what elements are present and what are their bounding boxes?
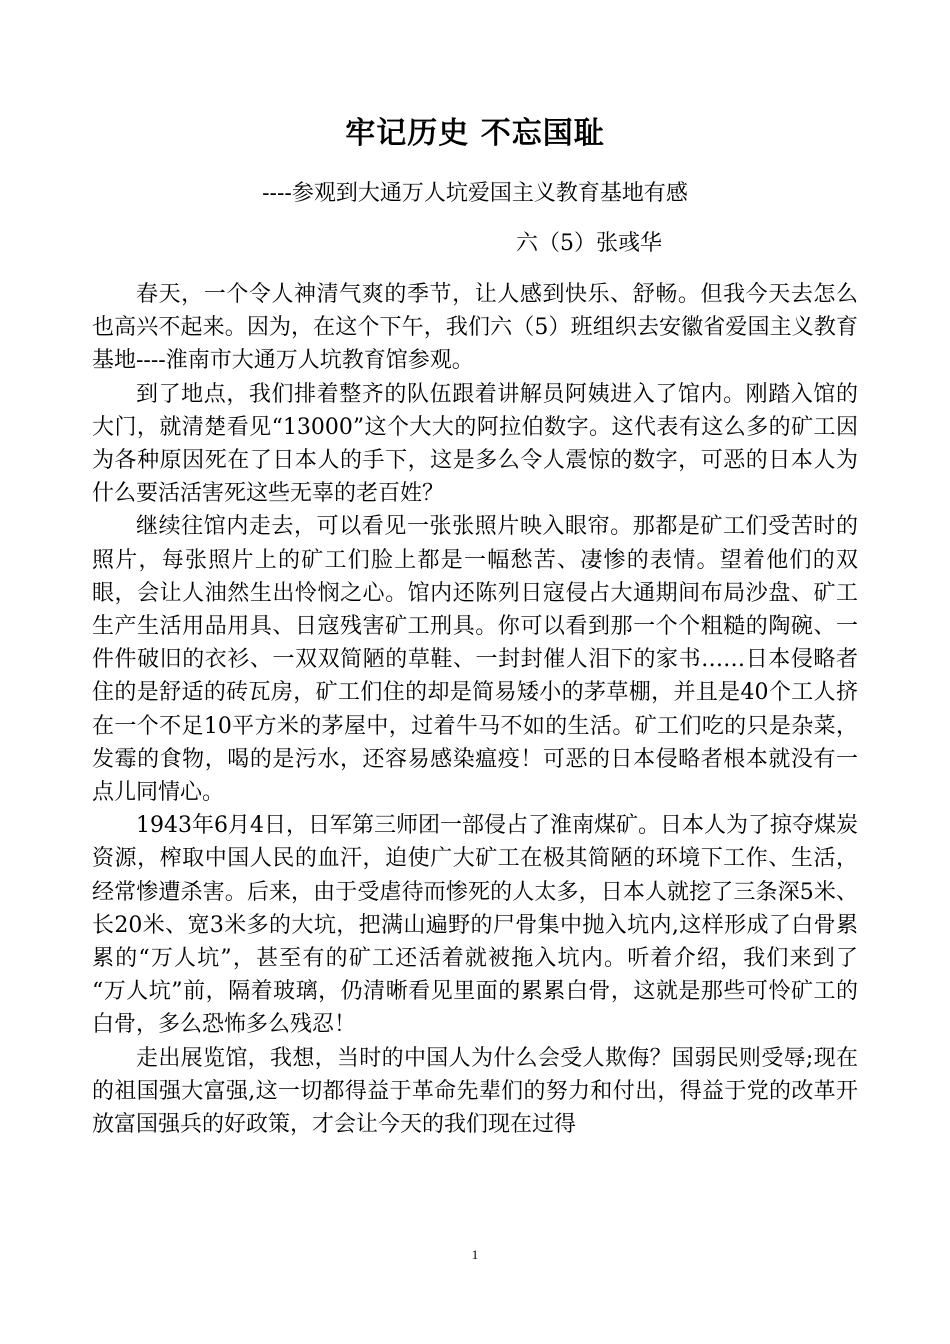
document-subtitle: ----参观到大通万人坑爱国主义教育基地有感	[262, 181, 688, 206]
paragraph-4: 1943年6月4日，日军第三师团一部侵占了淮南煤矿。日本人为了掠夺煤炭资源，榨取中国人民的血汗，迫使广大矿工在极其简陋的环境下工作、生活，经常惨遭杀害。后来，由于受虐待而惨死的人太多，日本人就挖了三条深5米、长20米、宽3米多的大坑，把满山遍野的尸骨集中抛入坑内,这样形成了白骨累累的“万人坑”，甚至有的矿工还活着就被拖入坑内。听着介绍，我们来到了 “万人坑”前，隔着玻璃，仍清晰看见里面的累累白骨，这就是那些可怜矿工的白骨，多么恐怖多么残忍！	[92, 813, 858, 1038]
paragraph-5: 走出展览馆，我想，当时的中国人为什么会受人欺侮？国弱民则受辱;现在的祖国强大富强,这一切都得益于革命先辈们的努力和付出，得益于党的改革开放富国强兵的好政策，才会让今天的我们现在过得	[92, 1045, 858, 1138]
document-title: 牢记历史 不忘国耻	[345, 116, 605, 151]
document-page	[92, 112, 858, 1141]
paragraph-3: 继续往馆内走去，可以看见一张张照片映入眼帘。那都是矿工们受苦时的照片，每张照片上的矿工们脸上都是一幅愁苦、凄惨的表情。望着他们的双眼，会让人油然生出怜悯之心。馆内还陈列日寇侵占大通期间布局沙盘、矿工生产生活用品用具、日寇残害矿工刑具。你可以看到那一个个粗糙的陶碗、一件件破旧的衣衫、一双双简陋的草鞋、一封封催人泪下的家书……日本侵略者住的是舒适的砖瓦房，矿工们住的却是简易矮小的茅草棚，并且是40个工人挤在一个不足10平方米的茅屋中，过着牛马不如的生活。矿工们吃的只是杂菜，发霉的食物，喝的是污水，还容易感染瘟疫！可恶的日本侵略者根本就没有一点儿同情心。	[92, 514, 858, 806]
page-number: 1	[471, 1247, 479, 1262]
paragraph-2: 到了地点，我们排着整齐的队伍跟着讲解员阿姨进入了馆内。刚踏入馆的大门，就清楚看见“13000”这个大大的阿拉伯数字。这代表有这么多的矿工因为各种原因死在了日本人的手下，这是多么令人震惊的数字，可恶的日本人为什么要活活害死这些无辜的老百姓？	[92, 381, 858, 507]
author-line: 六（5）张彧华	[516, 231, 662, 256]
paragraph-1: 春天，一个令人神清气爽的季节，让人感到快乐、舒畅。但我今天去怎么也高兴不起来。因为，在这个下午，我们六（5）班组织去安徽省爱国主义教育基地----淮南市大通万人坑教育馆参观。	[92, 282, 858, 374]
